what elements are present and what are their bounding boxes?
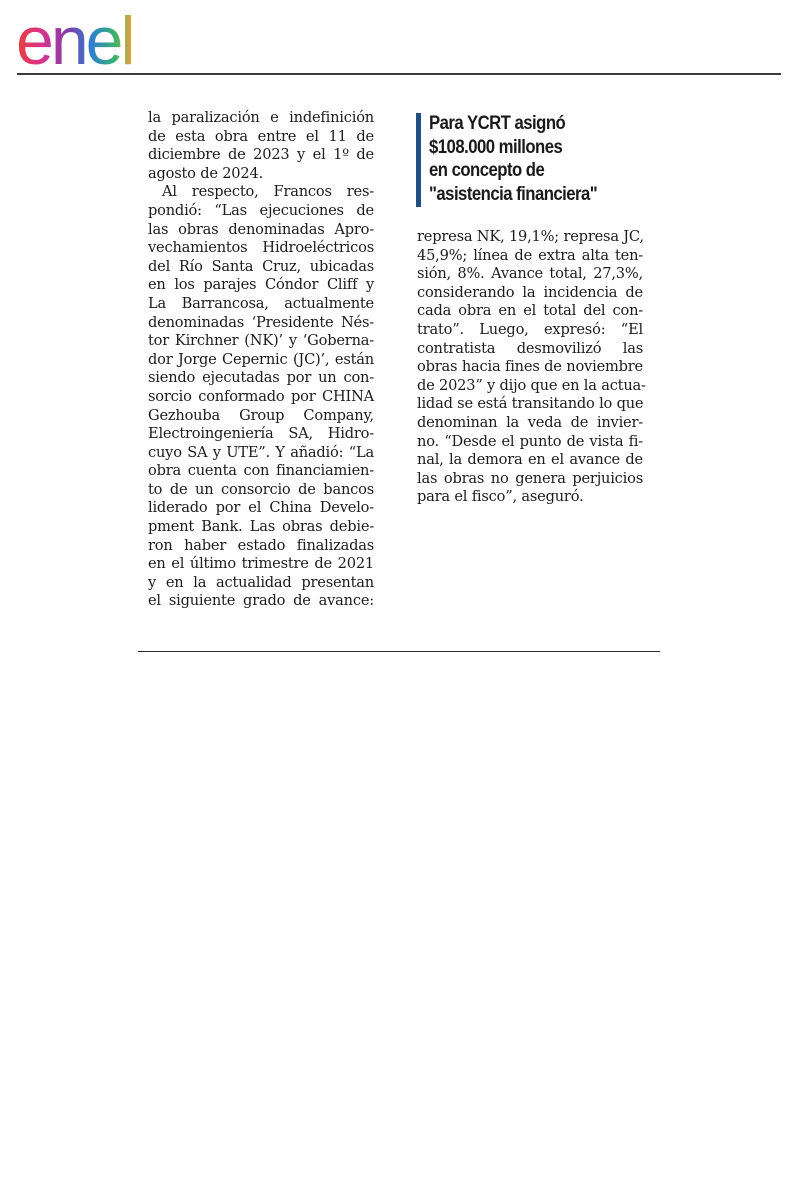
text-line: agosto de 2024. xyxy=(148,164,264,182)
text-line: las obras no genera perjuicios xyxy=(417,469,643,487)
text-line: el siguiente grado de avance: xyxy=(148,592,374,610)
headline-line: "asistencia financiera" xyxy=(429,183,598,205)
text-line: las obras denominadas Apro- xyxy=(148,220,374,238)
text-line: y en la actualidad presentan xyxy=(148,573,374,591)
text-line: contratista desmovilizó las xyxy=(417,339,643,357)
headline-line: en concepto de xyxy=(429,160,545,181)
text-line: nal, la demora en el avance de xyxy=(417,451,643,469)
headline-accent-bar xyxy=(416,113,421,207)
text-line: ron haber estado finalizadas xyxy=(148,536,374,554)
text-line: dor Jorge Cepernic (JC)’, están xyxy=(148,350,374,368)
text-line: lidad se está transitando lo que xyxy=(417,395,644,413)
text-line: Electroingeniería SA, Hidro- xyxy=(148,425,374,443)
article-left-column xyxy=(148,109,374,611)
text-line: represa NK, 19,1%; represa JC, xyxy=(417,228,644,245)
headline-line: $108.000 millones xyxy=(429,136,563,158)
text-line: obra cuenta con financiamien- xyxy=(148,462,374,480)
text-line: Gezhouba Group Company, xyxy=(148,406,374,424)
subheadline-block xyxy=(416,112,646,208)
text-line: en el último trimestre de 2021 xyxy=(148,555,374,573)
text-line: La Barrancosa, actualmente xyxy=(148,294,374,312)
text-line: la paralización e indefinición xyxy=(148,109,374,126)
text-line: to de un consorcio de bancos xyxy=(148,480,374,498)
enel-logo xyxy=(16,6,186,70)
logo-text: enel xyxy=(16,6,133,70)
text-line: de 2023” y dijo que en la actua- xyxy=(417,376,646,394)
text-line: denominadas ‘Presidente Nés- xyxy=(148,313,374,331)
article-bottom-divider xyxy=(138,651,660,652)
text-line: no. “Desde el punto de vista fi- xyxy=(417,432,643,450)
enel-logo-mark xyxy=(16,6,186,70)
text-line: en los parajes Cóndor Cliff y xyxy=(148,276,374,294)
header-divider xyxy=(17,73,781,75)
text-line: trato”. Luego, expresó: “El xyxy=(417,320,643,338)
text-line: 45,9%; línea de extra alta ten- xyxy=(417,246,643,264)
text-line: vechamientos Hidroeléctricos xyxy=(148,239,374,257)
article-right-column xyxy=(417,228,646,507)
text-line: sorcio conformado por CHINA xyxy=(148,387,374,405)
text-line: pment Bank. Las obras debie- xyxy=(148,518,374,536)
text-line: tor Kirchner (NK)’ y ‘Goberna- xyxy=(148,332,374,350)
text-line: pondió: “Las ejecuciones de xyxy=(148,201,374,219)
text-line: liderado por el China Develo- xyxy=(148,499,374,517)
text-line: diciembre de 2023 y el 1º de xyxy=(148,146,374,164)
headline-line: Para YCRT asignó xyxy=(429,113,566,134)
text-line: del Río Santa Cruz, ubicadas xyxy=(148,257,374,275)
text-line: Al respecto, Francos res- xyxy=(162,183,374,201)
text-line: considerando la incidencia de xyxy=(417,283,643,301)
text-line: cuyo SA y UTE”. Y añadió: “La xyxy=(148,443,374,461)
text-line: denominan la veda de invier- xyxy=(417,413,643,431)
text-line: para el fisco”, aseguró. xyxy=(417,488,584,506)
text-line: siendo ejecutadas por un con- xyxy=(148,369,374,387)
text-line: de esta obra entre el 11 de xyxy=(148,127,374,145)
text-line: obras hacia fines de noviembre xyxy=(417,358,643,376)
subheadline xyxy=(429,112,597,206)
text-line: cada obra en el total del con- xyxy=(417,302,643,320)
text-line: sión, 8%. Avance total, 27,3%, xyxy=(417,265,643,283)
